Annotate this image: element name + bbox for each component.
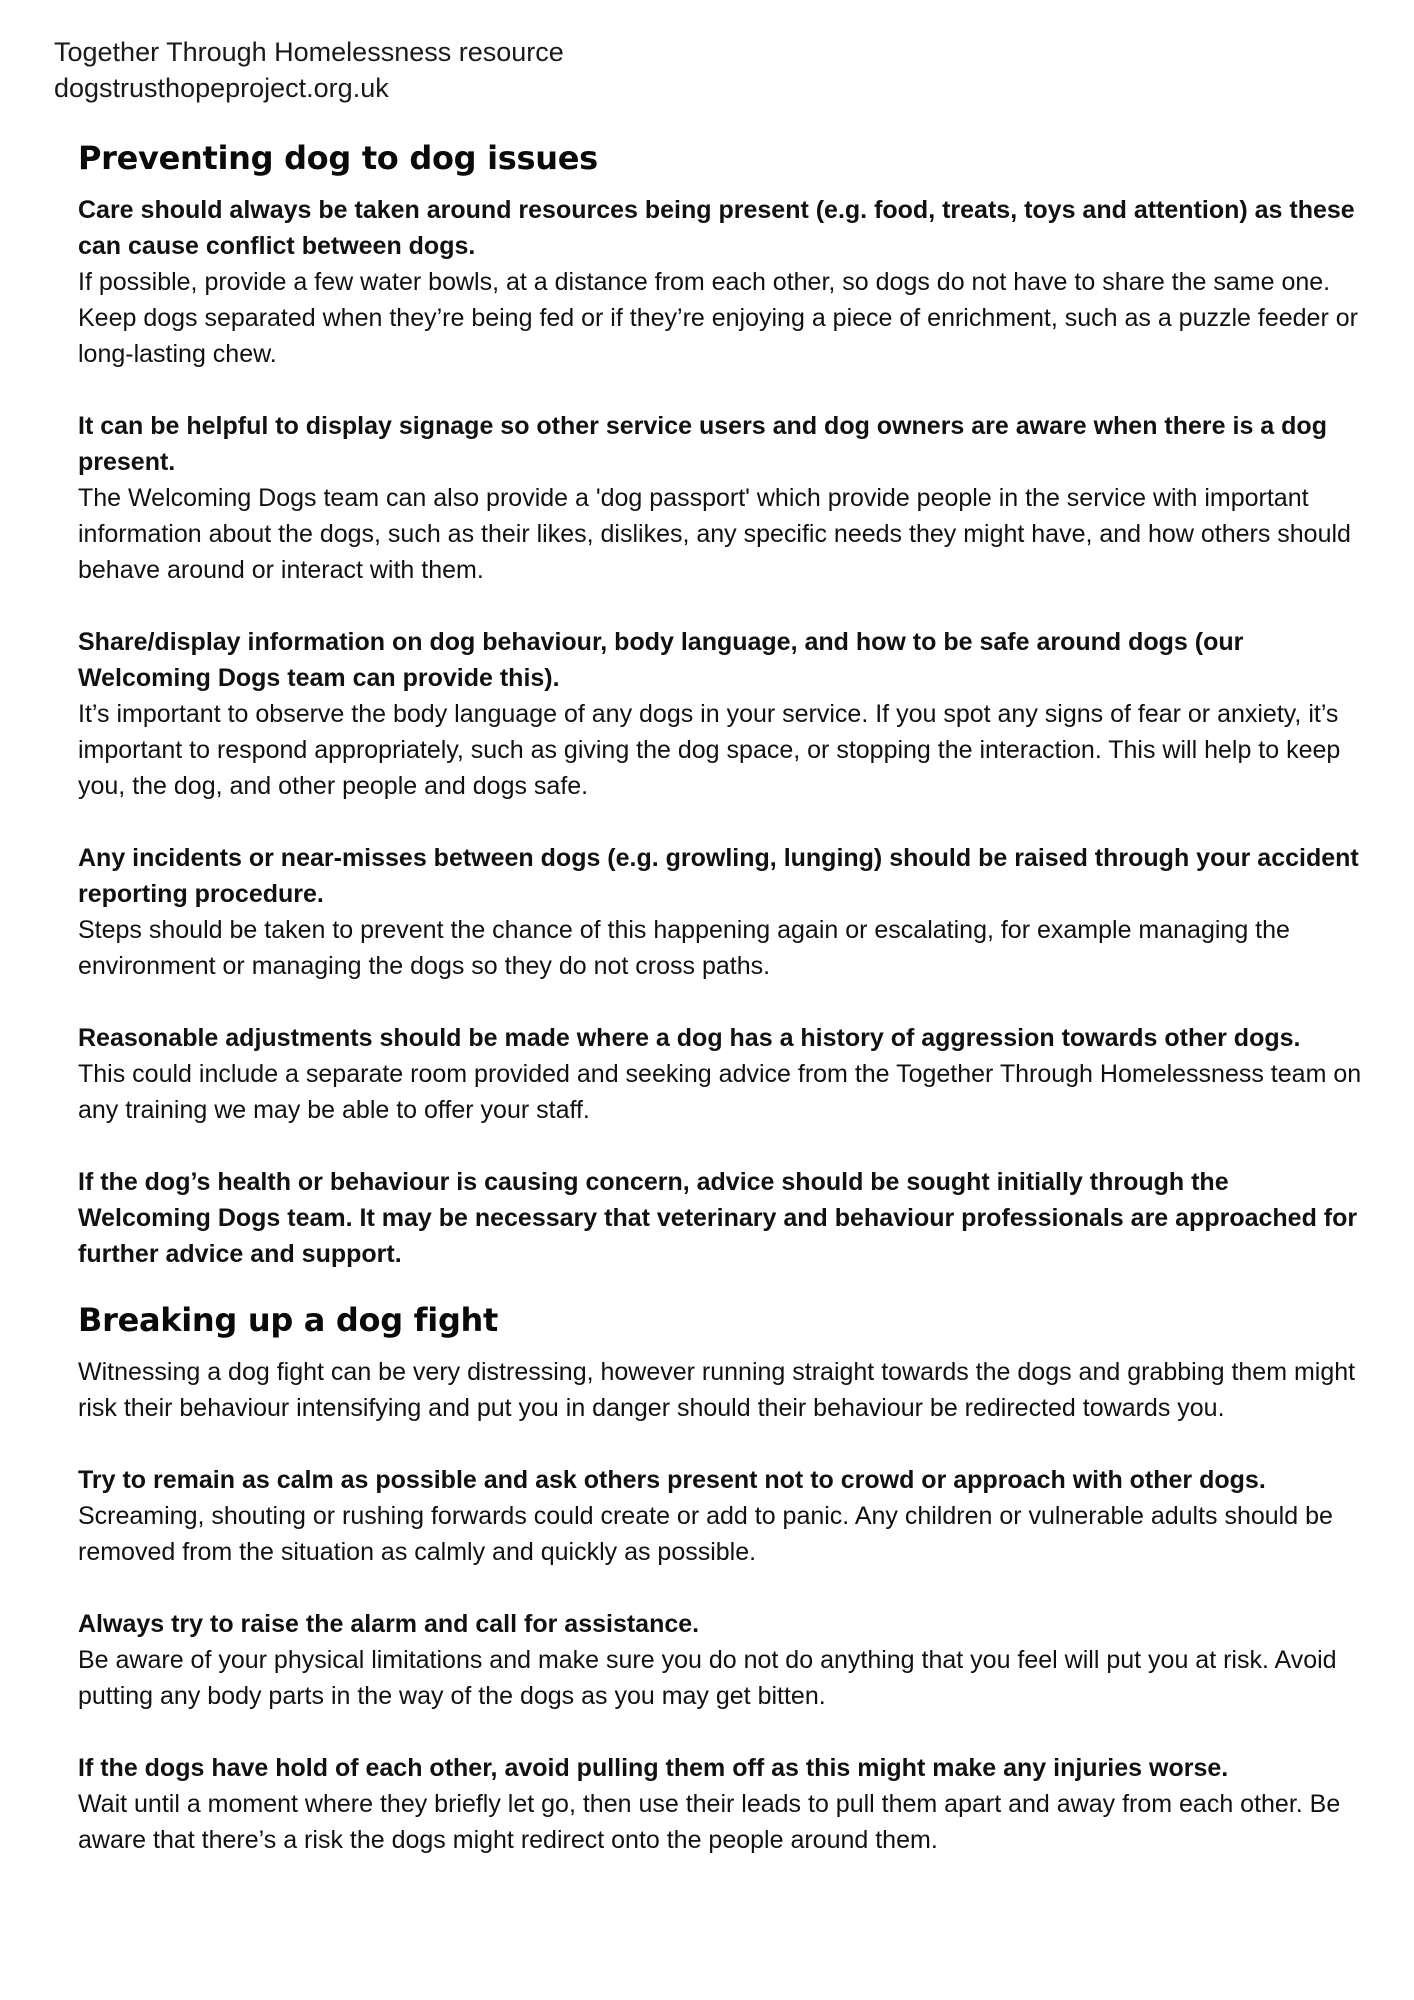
paragraph-body: Screaming, shouting or rushing forwards could create or add to panic. Any children or vulnerable adults should be removed from the situation as calmly and quickly as possible. [78,1502,1333,1566]
website-url: dogstrusthopeproject.org.uk [54,73,389,103]
paragraph-hold-each-other [78,1750,1368,1858]
paragraph-lead: Share/display information on dog behaviour, body language, and how to be safe around dogs (our Welcoming Dogs team can provide this). [78,628,1244,692]
section-title-preventing: Preventing dog to dog issues [78,139,598,177]
paragraph-resources [78,192,1368,372]
paragraph-lead: If the dog’s health or behaviour is causing concern, advice should be sought initially through the Welcoming Dogs team. It may be necessary that veterinary and behaviour professionals are approached for further advice and support. [78,1168,1358,1268]
section-title-dog-fight: Breaking up a dog fight [78,1301,499,1339]
paragraph-raise-alarm [78,1606,1368,1714]
paragraph-body: If possible, provide a few water bowls, at a distance from each other, so dogs do not have to share the same one. Keep dogs separated when they’re being fed or if they’re enjoying a piece of enrichment, such as a puzzle feeder or long-lasting chew. [78,268,1358,368]
paragraph-incidents [78,840,1368,984]
paragraph-body: This could include a separate room provided and seeking advice from the Together Through Homelessness team on any training we may be able to offer your staff. [78,1060,1362,1124]
paragraph-lead: Care should always be taken around resources being present (e.g. food, treats, toys and attention) as these can cause conflict between dogs. [78,196,1355,260]
paragraph-lead: Reasonable adjustments should be made where a dog has a history of aggression towards other dogs. [78,1024,1301,1052]
paragraph-signage [78,408,1368,588]
paragraph-body-language [78,624,1368,804]
paragraph-lead: If the dogs have hold of each other, avoid pulling them off as this might make any injuries worse. [78,1754,1229,1782]
paragraph-adjustments [78,1020,1368,1128]
paragraph-lead: Always try to raise the alarm and call for assistance. [78,1610,700,1638]
paragraph-body: The Welcoming Dogs team can also provide a 'dog passport' which provide people in the service with important information about the dogs, such as their likes, dislikes, any specific needs they might have, and how others should behave around or interact with them. [78,484,1351,584]
paragraph-intro [78,1354,1368,1426]
page-header [54,34,564,106]
paragraph-body: Witnessing a dog fight can be very distressing, however running straight towards the dogs and grabbing them might risk their behaviour intensifying and put you in danger should their behaviour be redirected towards you. [78,1358,1356,1422]
resource-title: Together Through Homelessness resource [54,37,564,67]
paragraph-lead: It can be helpful to display signage so other service users and dog owners are aware when there is a dog present. [78,412,1327,476]
paragraph-body: Wait until a moment where they briefly let go, then use their leads to pull them apart and away from each other. Be aware that there’s a risk the dogs might redirect onto the people around them. [78,1790,1341,1854]
paragraph-body: Be aware of your physical limitations and make sure you do not do anything that you feel will put you at risk. Avoid putting any body parts in the way of the dogs as you may get bitten. [78,1646,1337,1710]
paragraph-body: Steps should be taken to prevent the chance of this happening again or escalating, for example managing the environment or managing the dogs so they do not cross paths. [78,916,1290,980]
paragraph-body: It’s important to observe the body language of any dogs in your service. If you spot any signs of fear or anxiety, it’s important to respond appropriately, such as giving the dog space, or stopping the interaction. This will help to keep you, the dog, and other people and dogs safe. [78,700,1341,800]
paragraph-lead: Try to remain as calm as possible and ask others present not to crowd or approach with other dogs. [78,1466,1266,1494]
paragraph-remain-calm [78,1462,1368,1570]
document-body [78,136,1368,1894]
paragraph-health-concern [78,1164,1368,1272]
paragraph-lead: Any incidents or near-misses between dogs (e.g. growling, lunging) should be raised through your accident reporting procedure. [78,844,1359,908]
